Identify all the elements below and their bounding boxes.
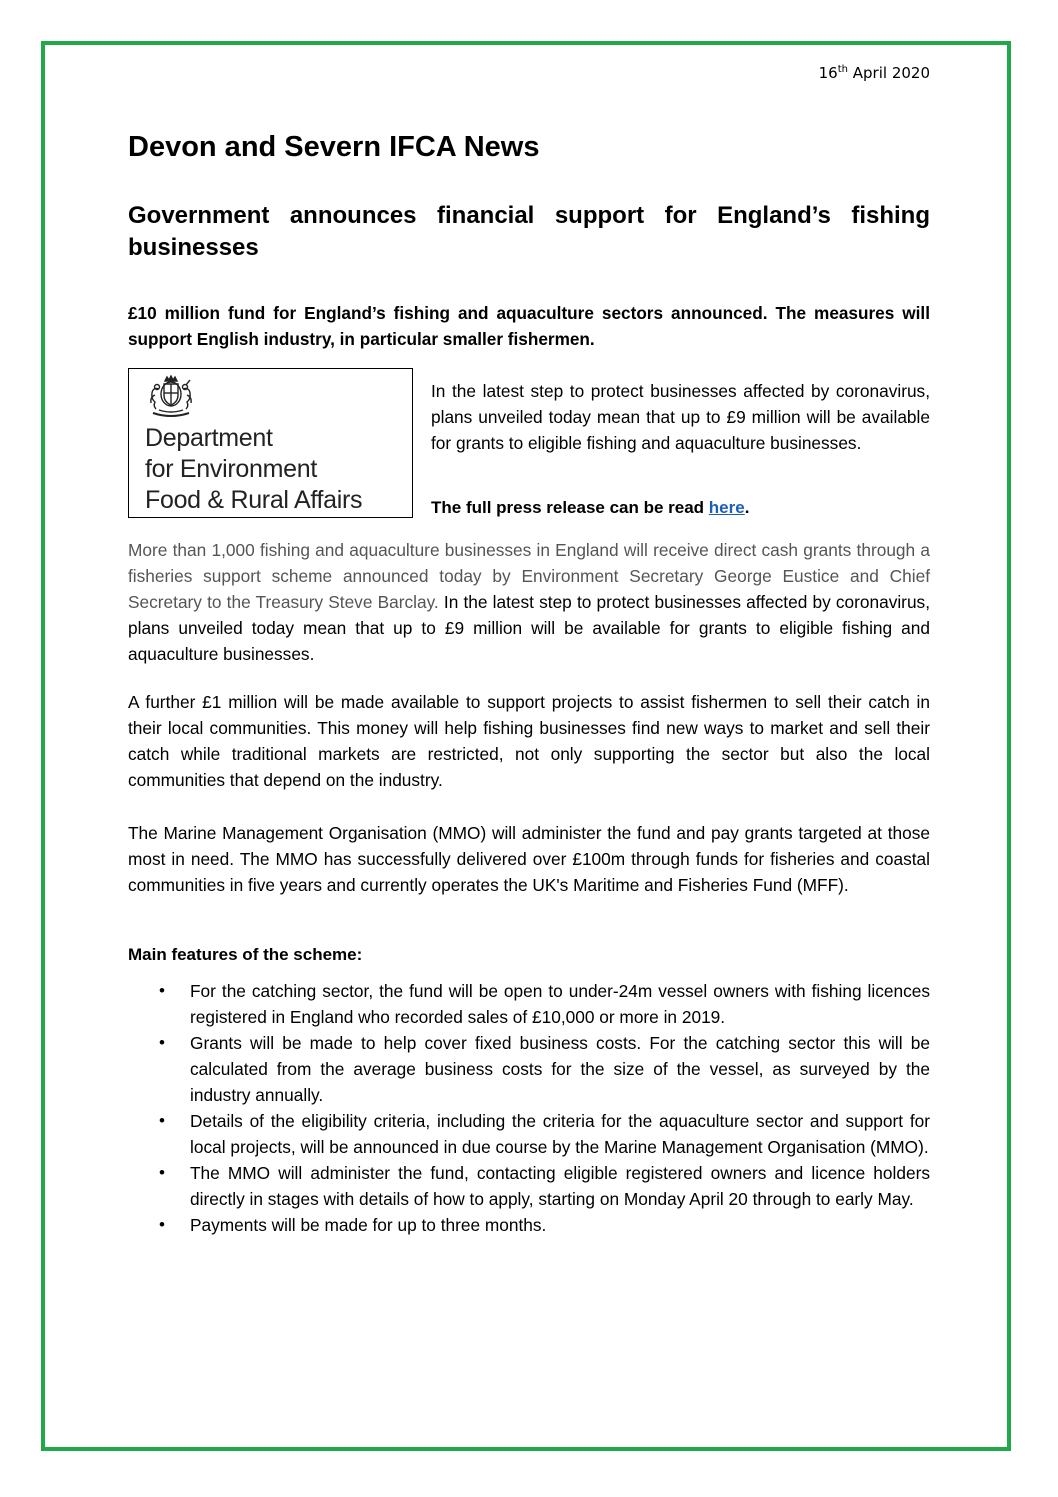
press-release-link[interactable]: here: [708, 498, 745, 517]
list-item: • The MMO will administer the fund, contacting eligible registered owners and licence holders directly in stages with details of how to apply, starting on Monday April 20 through to early May.: [128, 1160, 930, 1212]
headline: Government announces financial support for England’s fishing businesses: [128, 202, 930, 261]
bullet-icon: •: [159, 1215, 165, 1234]
document-date: 16th April 2020: [818, 64, 930, 82]
bullet-icon: •: [159, 1033, 165, 1052]
list-item: • For the catching sector, the fund will be open to under-24m vessel owners with fishing licences registered in England who recorded sales of £10,000 or more in 2019.: [128, 978, 930, 1030]
logo-line-3: Food & Rural Affairs: [145, 486, 363, 514]
bullet-icon: •: [159, 1111, 165, 1130]
intro-paragraph: In the latest step to protect businesses affected by coronavirus, plans unveiled today mean that up to £9 million will be available for grants to eligible fishing and aquaculture businesses.: [431, 381, 930, 453]
bullet-icon: •: [159, 1163, 165, 1182]
paragraph-3: The Marine Management Organisation (MMO) will administer the fund and pay grants targeted at those most in need. The MMO has successfully delivered over £100m through funds for fisheries and coastal communities in five years and currently operates the UK's Maritime and Fisheries Fund (MFF).: [128, 823, 930, 895]
paragraph-2: A further £1 million will be made available to support projects to assist fishermen to sell their catch in their local communities. This money will help fishing businesses find new ways to market and sell their catch while traditional markets are restricted, not only supporting the sector but also the local communities that depend on the industry.: [128, 692, 930, 790]
defra-logo: [128, 368, 413, 518]
royal-coat-of-arms-icon: [145, 375, 197, 421]
list-item: • Details of the eligibility criteria, including the criteria for the aquaculture sector and support for local projects, will be announced in due course by the Marine Management Organisation (MMO).: [128, 1108, 930, 1160]
newsletter-title: Devon and Severn IFCA News: [128, 131, 540, 163]
features-list: [128, 978, 930, 1238]
list-item: • Grants will be made to help cover fixed business costs. For the catching sector this will be calculated from the average business costs for the size of the vessel, as surveyed by the industry annually.: [128, 1030, 930, 1108]
features-heading: Main features of the scheme:: [128, 945, 363, 964]
logo-line-1: Department: [145, 424, 273, 452]
defra-logo-text: [145, 423, 362, 516]
bullet-icon: •: [159, 981, 165, 1000]
paragraph-1: More than 1,000 fishing and aquaculture businesses in England will receive direct cash grants through a fisheries support scheme announced today by Environment Secretary George Eustice and Chief Secretary to the Treasury Steve Barclay. In the latest step to protect businesses affected by coronavirus, plans unveiled today mean that up to £9 million will be available for grants to eligible fishing and aquaculture businesses.: [128, 540, 930, 664]
list-item: • Payments will be made for up to three months.: [128, 1212, 930, 1238]
logo-line-2: for Environment: [145, 455, 317, 483]
lead-paragraph: £10 million fund for England’s fishing and aquaculture sectors announced. The measures will support English industry, in particular smaller fishermen.: [128, 303, 930, 349]
press-release-line: The full press release can be read here.: [431, 498, 750, 517]
